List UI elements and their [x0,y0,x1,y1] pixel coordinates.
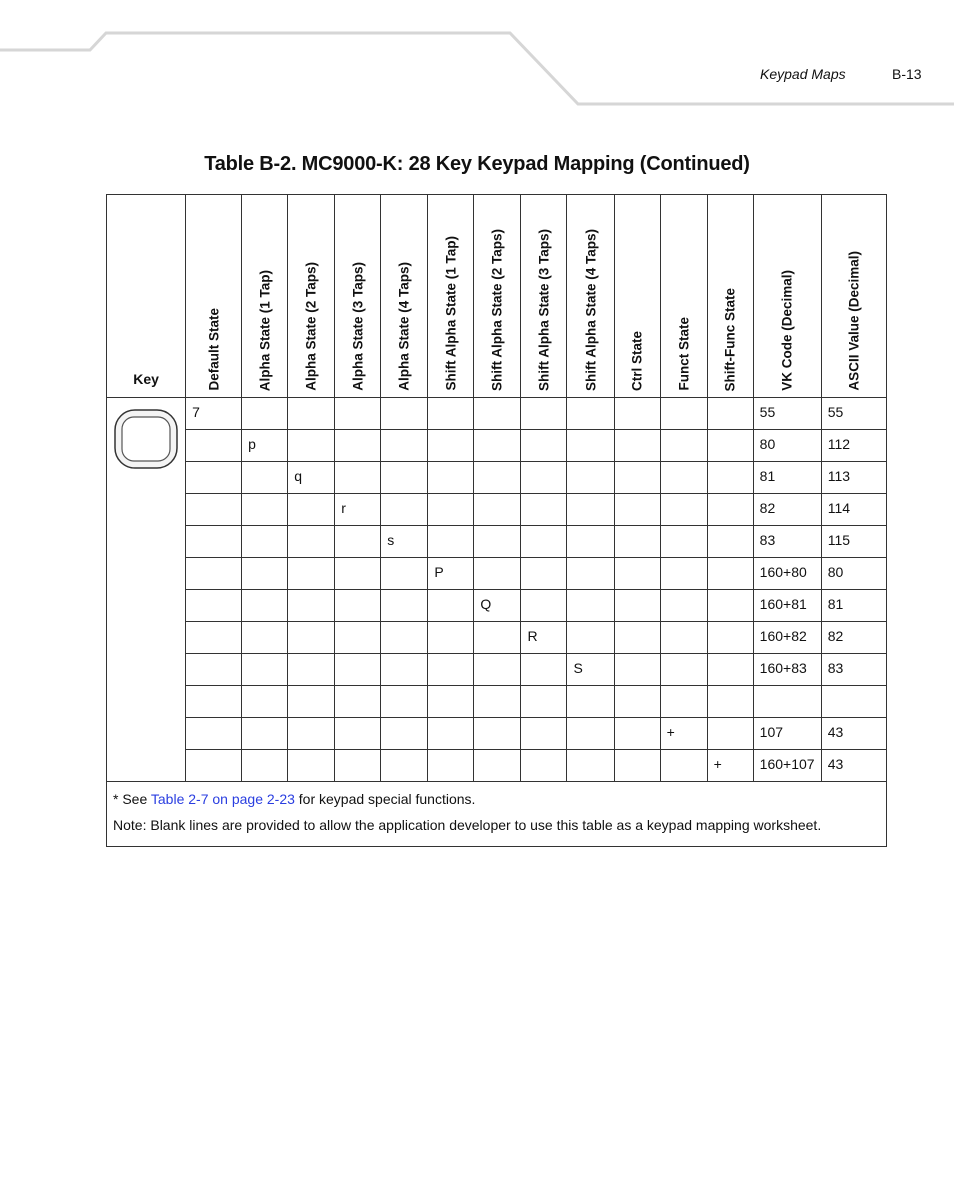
table-cell [335,686,381,718]
table-row [107,526,887,558]
table-cell [707,718,753,750]
table-cell [614,430,660,462]
table-cell [660,750,707,782]
table-cell [288,590,335,622]
column-header [186,195,242,398]
table-cell [821,686,886,718]
table-cell [660,622,707,654]
table-cell [707,430,753,462]
table-cell [335,622,381,654]
table-cell [521,686,567,718]
table-cell [335,526,381,558]
column-header-label: Shift-Func State [722,287,738,391]
column-header [521,195,567,398]
table-cell [242,686,288,718]
table-cell [428,526,474,558]
table-body [107,398,887,847]
column-header-label: Funct State [676,317,692,391]
keypad-mapping-table [106,194,887,847]
table-cell [707,654,753,686]
table-cell [186,590,242,622]
table-cell [242,462,288,494]
table-cell [567,750,614,782]
column-header-label: Shift Alpha State (2 Taps) [489,228,505,391]
table-cell [288,718,335,750]
table-cell: 112 [821,430,886,462]
table-cell [567,398,614,430]
table-cell [660,526,707,558]
table-cell [707,462,753,494]
column-header [428,195,474,398]
table-cell [381,462,428,494]
table-cell: 43 [821,750,886,782]
page-header-decoration [0,0,954,120]
table-cell: 115 [821,526,886,558]
table-cell [521,430,567,462]
table-cell [428,430,474,462]
table-cell [567,526,614,558]
section-name: Keypad Maps [760,66,846,82]
table-cell [567,590,614,622]
table-cell [186,750,242,782]
table-row [107,718,887,750]
table-cell [288,398,335,430]
table-cell [186,558,242,590]
table-cell [521,494,567,526]
column-header [381,195,428,398]
table-cell [660,654,707,686]
table-row [107,462,887,494]
table-cell [186,654,242,686]
table-cell [614,750,660,782]
table-cell [474,494,521,526]
table-cell [381,590,428,622]
table-cell [474,558,521,590]
table-cell [614,590,660,622]
table-cell: 107 [753,718,821,750]
table-row [107,494,887,526]
table-cell [186,430,242,462]
table-cell [288,494,335,526]
table-cell [614,718,660,750]
table-cell [335,558,381,590]
table-row [107,398,887,430]
keypad-mapping-table-wrapper [106,194,887,847]
table-cell [335,718,381,750]
table-cell [474,462,521,494]
running-header [760,66,920,82]
table-cell [381,398,428,430]
table-cell [521,590,567,622]
table-cell: 55 [821,398,886,430]
table-cell [381,686,428,718]
table-cell [428,654,474,686]
table-cell [707,686,753,718]
table-cell: + [707,750,753,782]
table-row [107,590,887,622]
table-cell [660,398,707,430]
table-cell [521,654,567,686]
table-cell: 81 [753,462,821,494]
cross-reference-link[interactable]: Table 2-7 on page 2-23 [150,791,295,807]
table-cell [381,430,428,462]
table-row [107,558,887,590]
table-cell [567,558,614,590]
table-cell [242,750,288,782]
column-header [707,195,753,398]
footnote-suffix: for keypad special functions. [294,791,476,807]
table-cell [707,526,753,558]
column-header [335,195,381,398]
table-cell [428,590,474,622]
column-header [614,195,660,398]
table-cell [335,590,381,622]
table-cell [474,718,521,750]
table-cell: 160+83 [753,654,821,686]
table-cell: P [428,558,474,590]
column-header-label: Shift Alpha State (4 Taps) [583,228,598,391]
table-cell: 81 [821,590,886,622]
table-row [107,686,887,718]
column-header-label: ASCII Value (Decimal) [846,251,862,391]
table-cell: 160+107 [753,750,821,782]
table-cell [381,750,428,782]
table-cell [474,622,521,654]
table-cell [186,686,242,718]
table-row [107,430,887,462]
table-cell [521,558,567,590]
column-header [567,195,614,398]
table-cell [614,558,660,590]
table-cell [381,654,428,686]
column-header-label: Shift Alpha State (3 Taps) [536,228,552,391]
table-cell [614,462,660,494]
table-cell [474,686,521,718]
table-cell [707,558,753,590]
table-cell [660,558,707,590]
table-cell [474,398,521,430]
footnote-line [113,786,880,812]
table-cell [521,718,567,750]
table-cell: 113 [821,462,886,494]
table-cell [660,590,707,622]
column-header-label: VK Code (Decimal) [779,270,795,391]
table-cell: 160+82 [753,622,821,654]
table-cell [474,526,521,558]
table-cell [614,494,660,526]
table-cell [242,558,288,590]
table-cell [567,686,614,718]
table-cell [288,526,335,558]
table-cell: 83 [753,526,821,558]
column-header-key: Key [107,195,186,398]
table-cell: 114 [821,494,886,526]
column-header-label: Alpha State (4 Taps) [396,262,412,391]
table-cell [381,622,428,654]
table-cell: 80 [821,558,886,590]
table-cell [428,622,474,654]
table-cell [288,558,335,590]
table-cell: s [381,526,428,558]
table-cell: + [660,718,707,750]
footnote-cell [107,782,887,847]
table-cell [288,654,335,686]
table-cell [567,718,614,750]
table-cell [660,494,707,526]
table-cell [242,622,288,654]
table-cell [186,718,242,750]
table-cell [186,622,242,654]
table-cell [242,398,288,430]
table-cell [242,654,288,686]
table-cell: 55 [753,398,821,430]
table-cell: 82 [753,494,821,526]
table-cell: 82 [821,622,886,654]
table-cell [521,526,567,558]
table-cell [707,494,753,526]
table-cell [288,430,335,462]
table-cell [614,622,660,654]
table-cell [242,590,288,622]
column-header [474,195,521,398]
column-header [660,195,707,398]
table-cell [335,430,381,462]
table-cell [242,718,288,750]
table-cell: 83 [821,654,886,686]
footnote-prefix: * See [113,791,151,807]
table-cell [567,622,614,654]
table-title: Table B-2. MC9000-K: 28 Key Keypad Mapping (Continued) [204,153,750,175]
table-cell [428,494,474,526]
column-header-label: Shift Alpha State (1 Tap) [443,236,459,391]
keypad-key-icon [111,404,181,474]
table-cell [381,718,428,750]
table-cell: S [567,654,614,686]
table-cell [660,462,707,494]
page-number: B-13 [892,66,922,82]
table-cell [335,398,381,430]
column-header [288,195,335,398]
table-cell [660,430,707,462]
column-header-label: Ctrl State [629,330,645,391]
table-cell [614,686,660,718]
footnote-row [107,782,887,847]
table-cell [474,654,521,686]
table-cell [428,462,474,494]
table-cell [186,462,242,494]
table-cell [428,750,474,782]
column-header-label: Alpha State (2 Taps) [303,262,319,391]
table-cell [521,398,567,430]
column-header-label: Default State [206,308,222,391]
table-cell [707,398,753,430]
table-cell [381,558,428,590]
table-cell [614,398,660,430]
table-cell [288,686,335,718]
table-cell [428,398,474,430]
table-cell: R [521,622,567,654]
table-cell [707,590,753,622]
table-cell [335,750,381,782]
table-cell [567,494,614,526]
table-cell [335,462,381,494]
table-cell [288,622,335,654]
table-row [107,622,887,654]
key-cell [107,398,186,782]
table-cell: 43 [821,718,886,750]
table-cell [521,462,567,494]
table-cell [614,526,660,558]
table-cell [186,526,242,558]
table-cell [186,494,242,526]
table-row [107,750,887,782]
table-cell: 7 [186,398,242,430]
table-cell [474,750,521,782]
table-cell [381,494,428,526]
table-cell [660,686,707,718]
table-cell: Q [474,590,521,622]
table-cell: 160+81 [753,590,821,622]
table-cell: r [335,494,381,526]
table-cell [288,750,335,782]
column-header [821,195,886,398]
table-cell [474,430,521,462]
table-cell: 160+80 [753,558,821,590]
table-row [107,654,887,686]
table-cell [242,494,288,526]
table-cell [753,686,821,718]
table-cell [567,430,614,462]
footnote-note: Note: Blank lines are provided to allow the application developer to use this table as a keypad mapping worksheet. [113,817,822,833]
table-cell [614,654,660,686]
table-cell [428,686,474,718]
table-cell: p [242,430,288,462]
table-cell [567,462,614,494]
table-cell [428,718,474,750]
table-cell: q [288,462,335,494]
table-cell [707,622,753,654]
table-cell: 80 [753,430,821,462]
column-header-label: Alpha State (1 Tap) [257,269,273,391]
table-header-row [107,195,887,398]
column-header [753,195,821,398]
table-cell [242,526,288,558]
column-header-label: Alpha State (3 Taps) [350,262,366,391]
table-cell [521,750,567,782]
table-cell [335,654,381,686]
column-header [242,195,288,398]
